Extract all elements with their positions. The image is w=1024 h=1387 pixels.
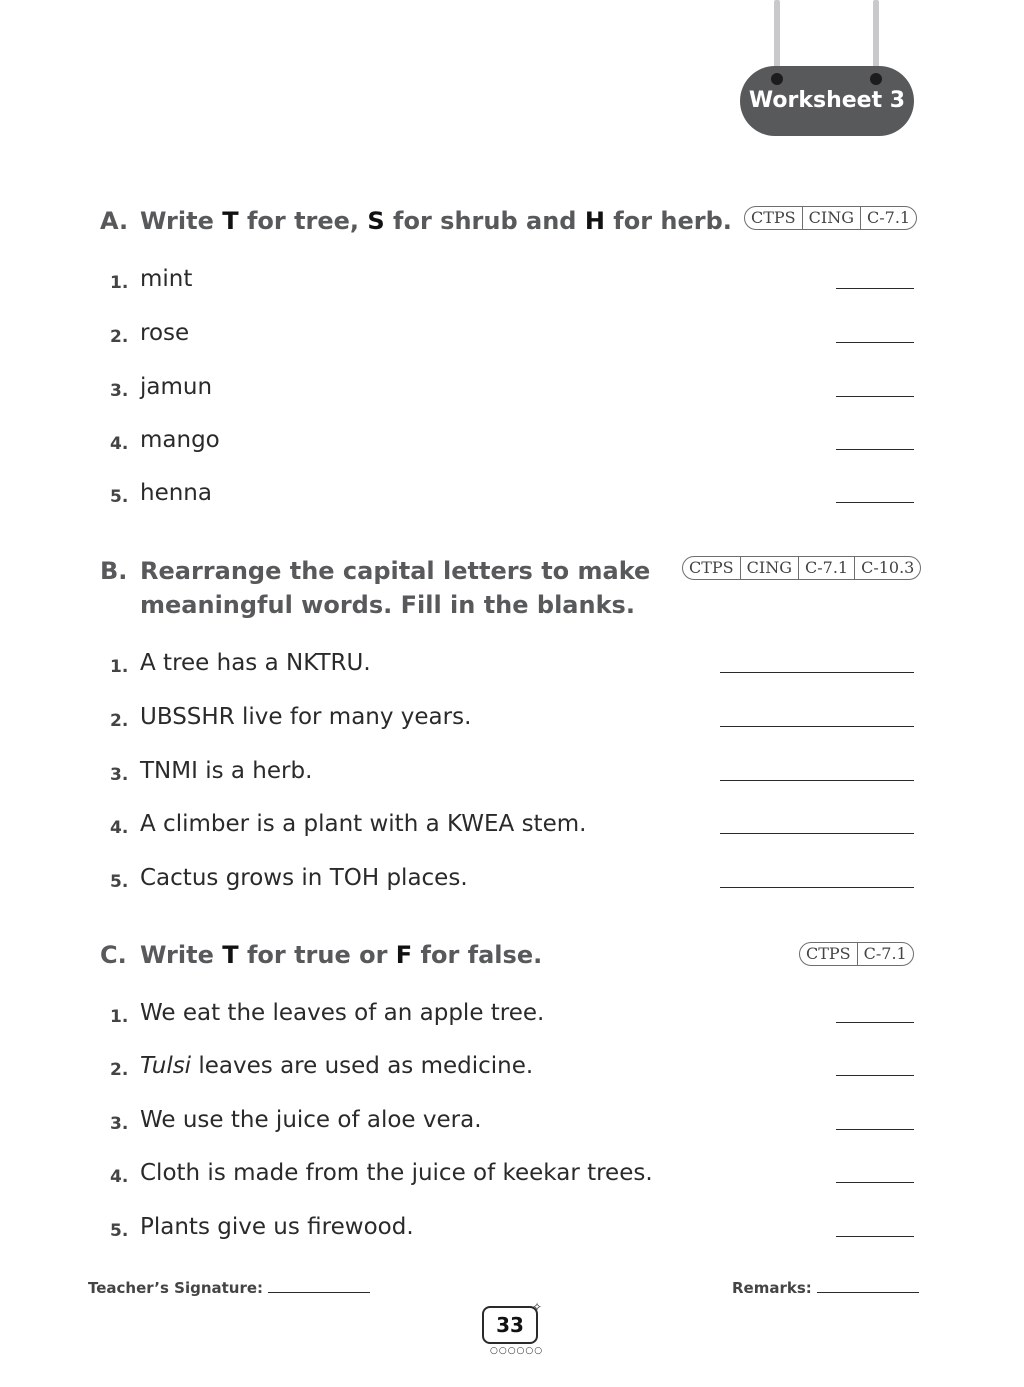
page-number: 33	[482, 1306, 538, 1344]
question-item	[0, 370, 1024, 410]
answer-blank[interactable]	[836, 1129, 914, 1130]
badge: CING	[802, 207, 860, 229]
section-letter: A.	[100, 207, 129, 235]
tag-hole-right	[870, 73, 882, 85]
question-number: 5.	[110, 487, 129, 507]
question-item	[0, 1156, 1024, 1196]
question-text: A climber is a plant with a KWEA stem.	[140, 811, 587, 837]
question-number: 1.	[110, 1007, 129, 1027]
question-text: We eat the leaves of an apple tree.	[140, 1000, 545, 1026]
section-b-instruction-line2: meaningful words. Fill in the blanks.	[140, 591, 635, 619]
question-text: UBSSHR live for many years.	[140, 704, 472, 730]
tag-hole-left	[771, 73, 783, 85]
section-letter: C.	[100, 941, 127, 969]
question-number: 1.	[110, 657, 129, 677]
question-text: Cloth is made from the juice of keekar trees.	[140, 1160, 653, 1186]
question-item	[0, 1103, 1024, 1143]
worksheet-title: Worksheet 3	[748, 88, 906, 113]
question-text: mint	[140, 266, 193, 292]
question-item	[0, 754, 1024, 794]
signature-line[interactable]	[268, 1292, 370, 1293]
answer-blank[interactable]	[836, 288, 914, 289]
question-text: Tulsi leaves are used as medicine.	[140, 1053, 534, 1079]
badge: CING	[740, 557, 798, 579]
teacher-signature-label: Teacher’s Signature:	[88, 1279, 264, 1297]
answer-blank[interactable]	[836, 1182, 914, 1183]
worksheet-tag	[740, 66, 914, 136]
question-number: 1.	[110, 273, 129, 293]
page-number-badge	[482, 1300, 544, 1356]
answer-blank[interactable]	[720, 780, 914, 781]
question-text: rose	[140, 320, 190, 346]
badge: CTPS	[806, 944, 851, 963]
badge: C-7.1	[860, 207, 916, 229]
question-text: henna	[140, 480, 212, 506]
question-number: 3.	[110, 765, 129, 785]
badge: C-7.1	[857, 943, 913, 965]
question-item	[0, 316, 1024, 356]
section-a-instruction: Write T for tree, S for shrub and H for herb.	[140, 207, 732, 235]
answer-blank[interactable]	[836, 1022, 914, 1023]
question-text: TNMI is a herb.	[140, 758, 313, 784]
question-item	[0, 807, 1024, 847]
question-item	[0, 1210, 1024, 1250]
badge: CTPS	[689, 558, 734, 577]
question-number: 2.	[110, 327, 129, 347]
question-number: 2.	[110, 711, 129, 731]
answer-blank[interactable]	[720, 726, 914, 727]
question-number: 5.	[110, 872, 129, 892]
skill-badges-b	[682, 556, 921, 580]
question-number: 3.	[110, 381, 129, 401]
section-letter: B.	[100, 557, 128, 585]
question-number: 3.	[110, 1114, 129, 1134]
answer-blank[interactable]	[720, 672, 914, 673]
question-item	[0, 646, 1024, 686]
question-item	[0, 996, 1024, 1036]
badge: C-7.1	[798, 557, 854, 579]
italic-term: Tulsi	[140, 1053, 192, 1079]
question-text: We use the juice of aloe vera.	[140, 1107, 482, 1133]
skill-badges-c	[799, 942, 914, 966]
question-number: 4.	[110, 1167, 129, 1187]
question-number: 4.	[110, 818, 129, 838]
dots-decoration-icon: ○○○○○○	[490, 1346, 544, 1356]
question-text: Cactus grows in TOH places.	[140, 865, 468, 891]
question-text: Plants give us firewood.	[140, 1214, 414, 1240]
question-number: 4.	[110, 434, 129, 454]
question-item	[0, 1049, 1024, 1089]
remarks	[732, 1279, 919, 1297]
answer-blank[interactable]	[836, 502, 914, 503]
question-text: A tree has a NKTRU.	[140, 650, 371, 676]
question-item	[0, 262, 1024, 302]
question-number: 5.	[110, 1221, 129, 1241]
teacher-signature	[88, 1279, 370, 1297]
question-number: 2.	[110, 1060, 129, 1080]
answer-blank[interactable]	[836, 396, 914, 397]
section-b-instruction-line1: Rearrange the capital letters to make	[140, 557, 651, 585]
badge: C-10.3	[854, 557, 920, 579]
answer-blank[interactable]	[836, 1236, 914, 1237]
star-icon: ✧	[532, 1300, 543, 1314]
skill-badges-a	[744, 206, 917, 230]
question-item	[0, 700, 1024, 740]
question-text: jamun	[140, 374, 213, 400]
answer-blank[interactable]	[836, 342, 914, 343]
answer-blank[interactable]	[836, 1075, 914, 1076]
question-item	[0, 476, 1024, 516]
remarks-line[interactable]	[817, 1292, 919, 1293]
section-c-instruction: Write T for true or F for false.	[140, 941, 543, 969]
answer-blank[interactable]	[720, 833, 914, 834]
question-item	[0, 861, 1024, 901]
remarks-label: Remarks:	[732, 1279, 812, 1297]
question-text: mango	[140, 427, 220, 453]
answer-blank[interactable]	[720, 887, 914, 888]
badge: CTPS	[751, 208, 796, 227]
question-item	[0, 423, 1024, 463]
answer-blank[interactable]	[836, 449, 914, 450]
